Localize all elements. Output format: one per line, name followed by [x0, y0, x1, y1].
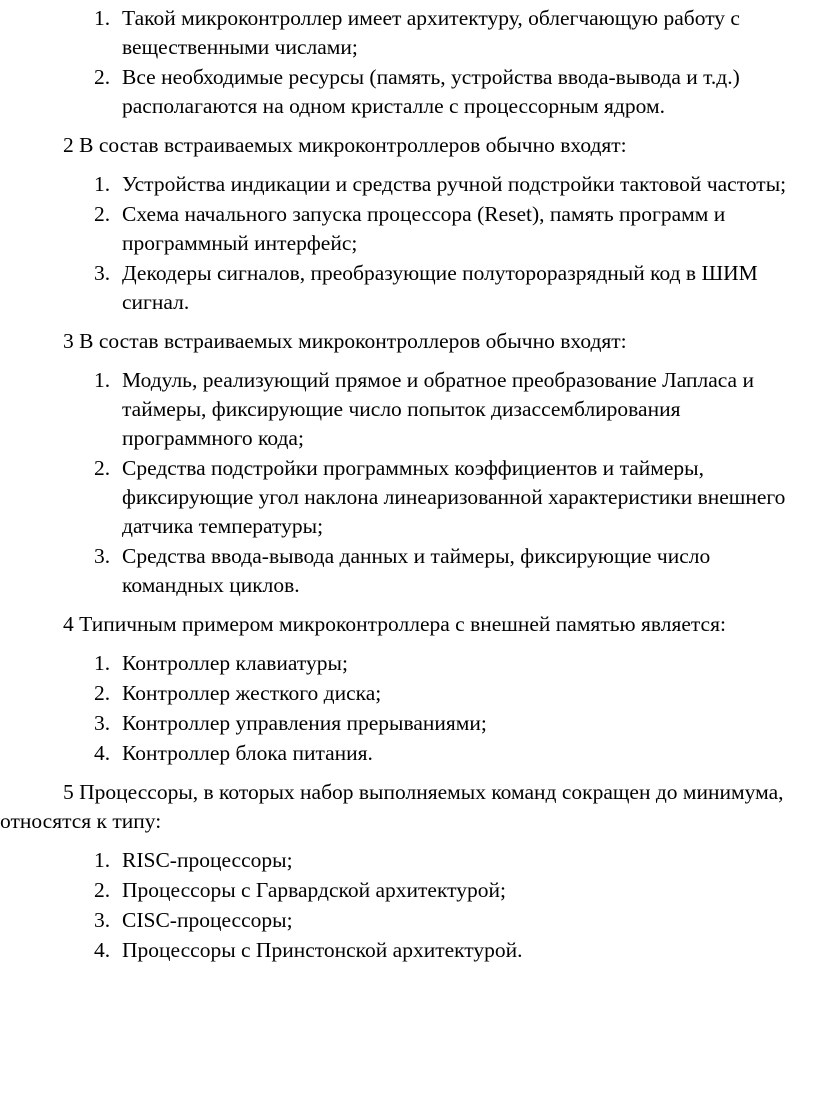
question-5-options — [0, 846, 806, 965]
list-item-number: 4. — [94, 938, 111, 962]
list-item — [0, 709, 806, 738]
question-4-options — [0, 649, 806, 768]
list-item — [0, 366, 806, 453]
list-item-text: Процессоры с Гарвардской архитектурой; — [122, 878, 506, 902]
list-item-number: 2. — [94, 681, 111, 705]
list-item-number: 1. — [94, 651, 111, 675]
list-item-text: Все необходимые ресурсы (память, устройства ввода-вывода и т.д.) располагаются на одном кристалле с процессорным ядром. — [122, 65, 740, 118]
list-item — [0, 63, 806, 121]
list-item — [0, 200, 806, 258]
list-item-text: Средства ввода-вывода данных и таймеры, фиксирующие число командных циклов. — [122, 544, 711, 597]
list-item-number: 2. — [94, 456, 111, 480]
list-item-number: 1. — [94, 848, 111, 872]
list-item-text: Контроллер блока питания. — [122, 741, 373, 765]
list-item-text: Модуль, реализующий прямое и обратное преобразование Лапласа и таймеры, фиксирующие число попыток дизассемблирования программного кода; — [122, 368, 754, 450]
list-item-number: 1. — [94, 368, 111, 392]
list-item-text: Контроллер жесткого диска; — [122, 681, 382, 705]
list-item — [0, 679, 806, 708]
list-item-text: Такой микроконтроллер имеет архитектуру, облегчающую работу с вещественными числами; — [122, 6, 740, 59]
list-item-text: Декодеры сигналов, преобразующие полутороразрядный код в ШИМ сигнал. — [122, 261, 758, 314]
list-item-text: RISC-процессоры; — [122, 848, 293, 872]
list-item — [0, 170, 806, 199]
list-item-text: Устройства индикации и средства ручной подстройки тактовой частоты; — [122, 172, 787, 196]
list-item — [0, 876, 806, 905]
list-item-number: 4. — [94, 741, 111, 765]
question-3-options — [0, 366, 806, 600]
list-item — [0, 936, 806, 965]
list-item — [0, 4, 806, 62]
list-item-number: 2. — [94, 202, 111, 226]
list-item-text: Схема начального запуска процессора (Reset), память программ и программный интерфейс; — [122, 202, 726, 255]
list-item-text: Средства подстройки программных коэффициентов и таймеры, фиксирующие угол наклона линеаризованной характеристики внешнего датчика температуры; — [122, 456, 786, 538]
list-item — [0, 739, 806, 768]
list-item-number: 2. — [94, 65, 111, 89]
question-5: 5 Процессоры, в которых набор выполняемых команд сокращен до минимума, относятся к типу: — [0, 780, 784, 833]
list-item — [0, 542, 806, 600]
list-item-number: 3. — [94, 261, 111, 285]
list-item-text: Процессоры с Принстонской архитектурой. — [122, 938, 523, 962]
list-item-number: 2. — [94, 878, 111, 902]
question-2-options — [0, 170, 806, 317]
list-item — [0, 906, 806, 935]
list-item-text: Контроллер управления прерываниями; — [122, 711, 487, 735]
list-item — [0, 846, 806, 875]
list-item — [0, 454, 806, 541]
list-item — [0, 259, 806, 317]
list-item-number: 3. — [94, 711, 111, 735]
list-item-number: 1. — [94, 172, 111, 196]
list-item-text: CISC-процессоры; — [122, 908, 293, 932]
intro-option-list — [0, 4, 806, 121]
question-2: 2 В состав встраиваемых микроконтроллеров обычно входят: — [63, 133, 627, 157]
list-item-number: 3. — [94, 544, 111, 568]
list-item — [0, 649, 806, 678]
list-item-number: 1. — [94, 6, 111, 30]
question-4: 4 Типичным примером микроконтроллера с внешней памятью является: — [63, 612, 726, 636]
question-3: 3 В состав встраиваемых микроконтроллеров обычно входят: — [63, 329, 627, 353]
list-item-text: Контроллер клавиатуры; — [122, 651, 348, 675]
list-item-number: 3. — [94, 908, 111, 932]
